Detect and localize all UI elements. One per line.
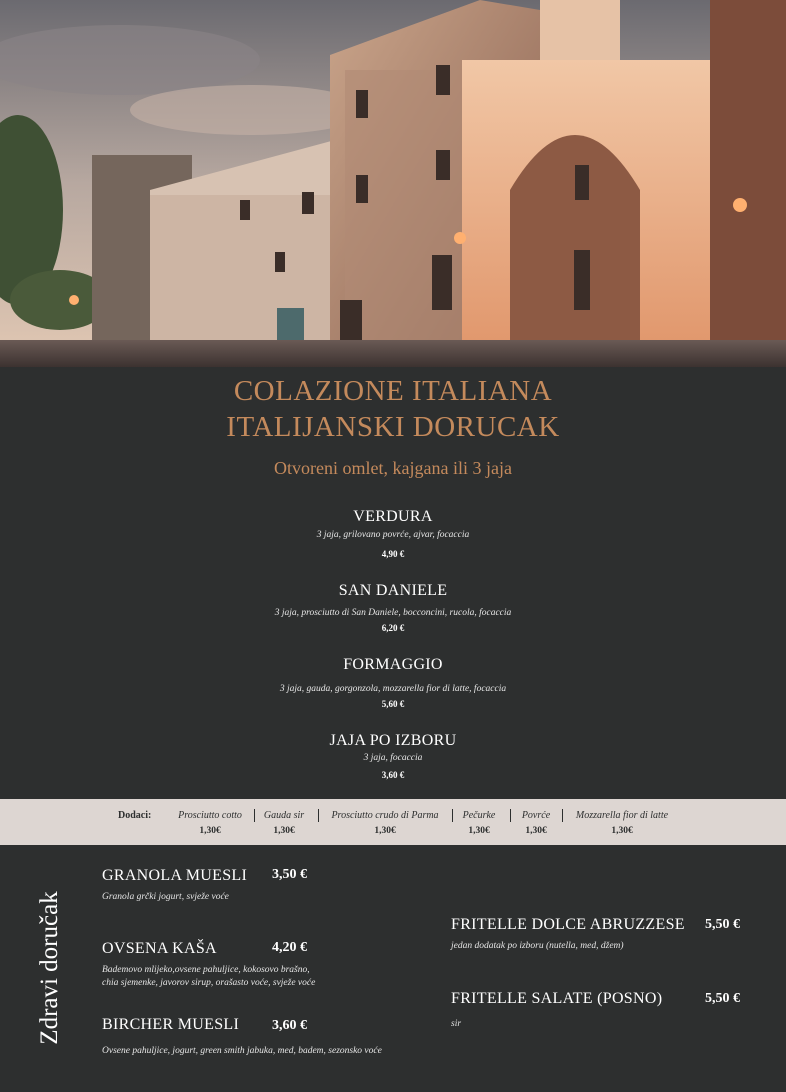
item-name: GRANOLA MUESLI <box>102 867 248 884</box>
dish-san-daniele <box>0 582 786 633</box>
addons-band <box>0 799 786 845</box>
menu-item-fritelle-dolce <box>451 916 751 953</box>
dish-verdura <box>0 508 786 559</box>
addon-price: 1,30€ <box>468 826 490 836</box>
menu-item-bircher-muesli <box>102 1016 442 1058</box>
addon-divider <box>510 809 511 822</box>
addon-name: Mozzarella fior di latte <box>575 810 669 821</box>
section-title-croatian: ITALIJANSKI DORUCAK <box>226 411 560 443</box>
item-name: FRITELLE DOLCE ABRUZZESE <box>451 916 685 933</box>
section-title-italian: COLAZIONE ITALIANA <box>233 375 553 407</box>
item-name: FRITELLE SALATE (POSNO) <box>451 990 663 1007</box>
addon-divider <box>452 809 453 822</box>
item-price: 3,60 € <box>272 1018 307 1033</box>
addon-price: 1,30€ <box>273 826 295 836</box>
dish-price: 4,90 € <box>381 549 405 559</box>
street-scene-illustration <box>0 0 786 367</box>
dish-name: JAJA PO IZBORU <box>329 732 457 749</box>
item-description <box>102 964 422 990</box>
menu-item-fritelle-salate <box>451 990 751 1031</box>
addon-price: 1,30€ <box>525 826 547 836</box>
addons-label: Dodaci: <box>118 810 152 821</box>
dish-price: 5,60 € <box>381 699 405 709</box>
addon-name: Pečurke <box>462 810 496 821</box>
dish-price: 3,60 € <box>381 770 405 780</box>
item-name: BIRCHER MUESLI <box>102 1016 240 1033</box>
healthy-breakfast-heading: Zdravi doručak <box>36 891 63 1045</box>
dish-description: 3 jaja, focaccia <box>363 753 423 763</box>
dish-name: FORMAGGIO <box>343 656 443 673</box>
dish-formaggio <box>0 656 786 709</box>
dish-description: 3 jaja, grilovano povrće, ajvar, focaccia <box>316 530 470 540</box>
addon-divider <box>254 809 255 822</box>
dish-price: 6,20 € <box>381 623 405 633</box>
addon-price: 1,30€ <box>611 826 633 836</box>
addon-name: Povrće <box>521 810 551 821</box>
breakfast-section <box>0 367 786 799</box>
item-description: Ovsene pahuljice, jogurt, green smith jabuka, med, badem, sezonsko voće <box>102 1046 382 1056</box>
addon-item <box>258 810 310 836</box>
item-price: 4,20 € <box>272 940 307 955</box>
dish-jaja-po-izboru <box>0 732 786 780</box>
addon-name: Prosciutto crudo di Parma <box>331 810 439 821</box>
item-price: 5,50 € <box>705 991 740 1006</box>
dish-name: SAN DANIELE <box>338 582 448 599</box>
item-price: 5,50 € <box>705 917 740 932</box>
addon-price: 1,30€ <box>374 826 396 836</box>
menu-item-ovsena-kasa <box>102 940 422 990</box>
healthy-breakfast-section <box>0 845 786 1092</box>
dish-description: 3 jaja, prosciutto di San Daniele, bocconcini, rucola, focaccia <box>274 608 512 618</box>
menu-item-granola-muesli <box>102 867 422 904</box>
item-description: sir <box>451 1019 462 1029</box>
item-description-line: Bademovo mlijeko,ovsene pahuljice, kokosovo brašno, <box>102 965 310 975</box>
addon-price: 1,30€ <box>199 826 221 836</box>
addon-name: Prosciutto cotto <box>178 810 242 821</box>
addon-item <box>322 810 448 836</box>
addon-divider <box>562 809 563 822</box>
hero-image <box>0 0 786 367</box>
addon-item <box>456 810 502 836</box>
item-description: Granola grčki jogurt, svježe voće <box>102 892 229 902</box>
addon-item <box>170 810 250 836</box>
item-description-line: chia sjemenke, javorov sirup, orašasto voće, svježe voće <box>102 978 316 988</box>
dish-description: 3 jaja, gauda, gorgonzola, mozzarella fior di latte, focaccia <box>279 684 507 694</box>
addon-divider <box>318 809 319 822</box>
addon-item <box>566 810 678 836</box>
addon-name: Gauda sir <box>263 810 305 821</box>
item-price: 3,50 € <box>272 867 307 882</box>
item-name: OVSENA KAŠA <box>102 940 217 957</box>
item-description: jedan dodatak po izboru (nutella, med, džem) <box>451 941 624 951</box>
addon-item <box>514 810 558 836</box>
section-subtitle: Otvoreni omlet, kajgana ili 3 jaja <box>274 458 512 478</box>
dish-name: VERDURA <box>353 508 433 525</box>
